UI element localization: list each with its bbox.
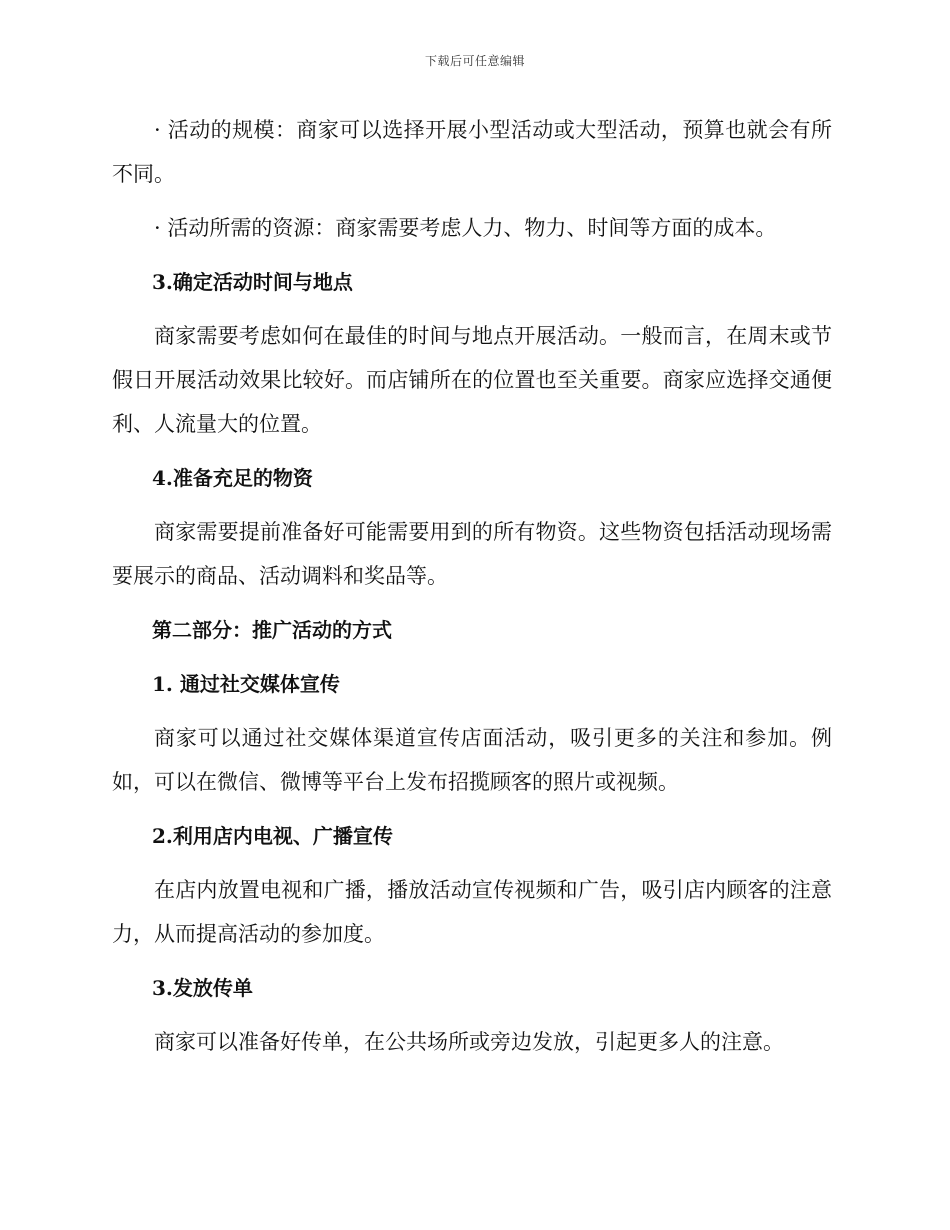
page-header: 下载后可任意编辑 xyxy=(424,54,525,68)
bullet-paragraph-resources: · 活动所需的资源：商家需要考虑人力、物力、时间等方面的成本。 xyxy=(154,216,777,240)
section-heading-materials: 4.准备充足的物资 xyxy=(152,466,313,490)
paragraph-time-location: 商家需要考虑如何在最佳的时间与地点开展活动。一般而言，在周末或节假日开展活动效果比较好。而店铺所在的位置也至关重要。商家应选择交通便利、人流量大的位置。 xyxy=(112,324,832,436)
section-heading-social-media: 1. 通过社交媒体宣传 xyxy=(152,672,340,696)
section-heading-flyers: 3.发放传单 xyxy=(152,976,253,1000)
paragraph-flyers: 商家可以准备好传单，在公共场所或旁边发放，引起更多人的注意。 xyxy=(154,1030,784,1054)
paragraph-tv-radio: 在店内放置电视和广播，播放活动宣传视频和广告，吸引店内顾客的注意力，从而提高活动的参加度。 xyxy=(112,878,832,946)
part-heading-promotion: 第二部分：推广活动的方式 xyxy=(152,618,392,642)
document-body xyxy=(112,108,832,1074)
paragraph-social-media: 商家可以通过社交媒体渠道宣传店面活动，吸引更多的关注和参加。例如，可以在微信、微博等平台上发布招揽顾客的照片或视频。 xyxy=(112,726,832,794)
section-heading-tv-radio: 2.利用店内电视、广播宣传 xyxy=(152,824,393,848)
bullet-paragraph-scale: · 活动的规模：商家可以选择开展小型活动或大型活动，预算也就会有所不同。 xyxy=(112,118,832,186)
section-heading-time-location: 3.确定活动时间与地点 xyxy=(152,270,353,294)
paragraph-materials: 商家需要提前准备好可能需要用到的所有物资。这些物资包括活动现场需要展示的商品、活动调料和奖品等。 xyxy=(112,520,832,588)
